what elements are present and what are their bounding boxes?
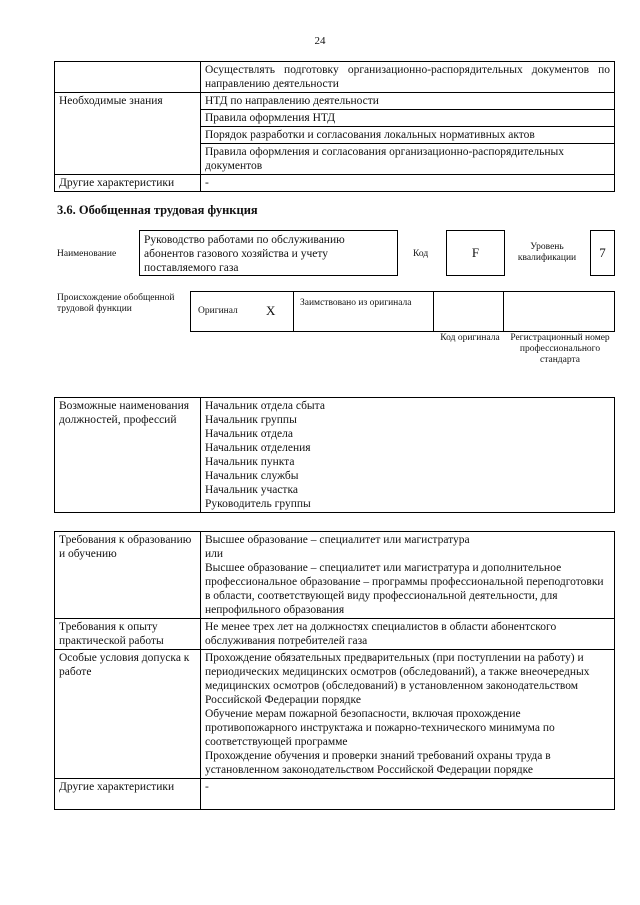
origin-label: Происхождение обобщенной трудовой функции <box>57 293 175 314</box>
row-label: Другие характеристики <box>55 779 201 810</box>
code-original-cell <box>433 291 504 332</box>
list-item: Руководитель группы <box>205 498 311 510</box>
table-row <box>55 62 615 93</box>
table-row <box>55 532 615 619</box>
list-item: Начальник группы <box>205 414 297 426</box>
row-label: Другие характеристики <box>55 175 201 192</box>
text-line: - <box>205 781 209 793</box>
list-item: Начальник службы <box>205 470 299 482</box>
table-cell: Правила оформления и согласования организационно-распорядительных документов <box>201 144 615 175</box>
code-original-label: Код оригинала <box>440 333 500 343</box>
row-label: Особые условия допуска к работе <box>55 650 201 779</box>
table-cell: НТД по направлению деятельности <box>201 93 615 110</box>
table-cell <box>201 779 615 810</box>
text-line: Высшее образование – специалитет или магистратура <box>205 534 470 546</box>
row-label <box>55 62 201 93</box>
qualification-level: 7 <box>590 230 615 276</box>
text-line: или <box>205 548 224 560</box>
level-label: Уровень квалификации <box>517 242 577 263</box>
section-heading: 3.6. Обобщенная трудовая функция <box>57 203 258 217</box>
text-line: Высшее образование – специалитет или магистратура и дополнительное профессиональное образование – программы профессиональной переподготовки в области, соответствующей виду профессиональной деятельности, для непрофильного образования <box>205 562 604 616</box>
table-cell: Порядок разработки и согласования локальных нормативных актов <box>201 127 615 144</box>
table-row <box>55 398 615 513</box>
table-row <box>55 175 615 192</box>
list-item: Начальник участка <box>205 484 298 496</box>
list-item: Начальник пункта <box>205 456 295 468</box>
row-label: Требования к образованию и обучению <box>55 532 201 619</box>
code-label: Код <box>413 249 429 259</box>
table-cell <box>201 650 615 779</box>
text-line: Прохождение обязательных предварительных (при поступлении на работу) и периодических медицинских осмотров (обследований), а также внеочередных медицинских осмотров (обследований) в установленном законодательством Российской Федерации порядке <box>205 652 590 706</box>
row-label: Необходимые знания <box>55 93 201 175</box>
text-line: Прохождение обучения и проверки знаний требований охраны труда в установленном законодательством Российской Федерации порядке <box>205 750 551 776</box>
name-label: Наименование <box>57 249 117 259</box>
borrowed-cell: Заимствовано из оригинала <box>293 291 434 332</box>
positions-table <box>54 397 615 513</box>
requirements-table <box>54 531 615 810</box>
original-mark: X <box>266 303 276 318</box>
page-number: 24 <box>314 35 326 47</box>
table-row <box>55 650 615 779</box>
function-name: Руководство работами по обслуживанию абонентов газового хозяйства и учету поставляемого газа <box>139 230 398 276</box>
original-label: Оригинал <box>198 306 238 316</box>
skills-knowledge-table <box>54 61 615 192</box>
function-code: F <box>446 230 505 276</box>
table-row <box>55 779 615 810</box>
row-label: Требования к опыту практической работы <box>55 619 201 650</box>
text-line: Обучение мерам пожарной безопасности, включая прохождение противопожарного инструктажа и пожарно-технического минимума по соответствующей программе <box>205 708 555 748</box>
table-cell: Правила оформления НТД <box>201 110 615 127</box>
list-item: Начальник отдела сбыта <box>205 400 325 412</box>
reg-number-label: Регистрационный номер профессионального стандарта <box>510 333 610 365</box>
table-cell: Осуществлять подготовку организационно-распорядительных документов по направлению деятельности <box>201 62 615 93</box>
list-item: Начальник отделения <box>205 442 311 454</box>
table-cell <box>201 532 615 619</box>
text-line: Не менее трех лет на должностях специалистов в области абонентского обслуживания потребителей газа <box>205 621 557 647</box>
table-row <box>55 93 615 110</box>
list-item: Начальник отдела <box>205 428 293 440</box>
table-cell: - <box>201 175 615 192</box>
original-cell <box>190 291 294 332</box>
table-row <box>55 619 615 650</box>
table-cell <box>201 619 615 650</box>
row-label: Возможные наименования должностей, профессий <box>55 398 201 513</box>
reg-number-cell <box>503 291 615 332</box>
table-cell <box>201 398 615 513</box>
